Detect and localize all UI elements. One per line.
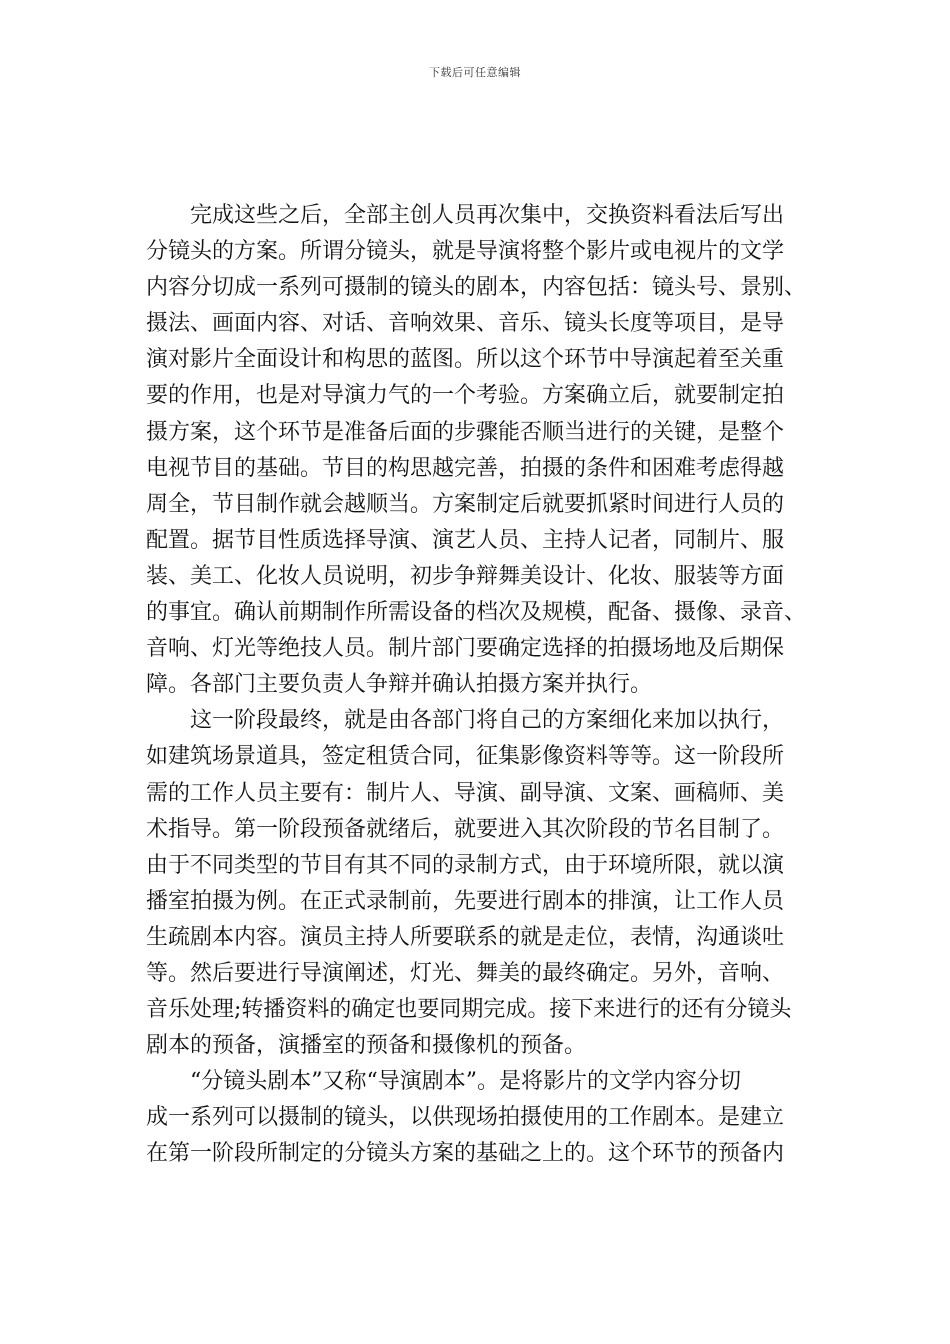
paragraph-line: 要的作用，也是对导演力气的一个考验。方案确立后，就要制定拍 bbox=[146, 383, 785, 409]
paragraph-line: 配置。据节目性质选择导演、演艺人员、主持人记者，同制片、服 bbox=[146, 527, 785, 553]
paragraph-line: 由于不同类型的节目有其不同的录制方式，由于环境所限，就以演 bbox=[146, 852, 785, 878]
paragraph-line: 需的工作人员主要有：制片人、导演、副导演、文案、画稿师、美 bbox=[146, 780, 785, 806]
paragraph-line: 装、美工、化妆人员说明，初步争辩舞美设计、化妆、服装等方面 bbox=[146, 563, 785, 589]
paragraph-line: 的事宜。确认前期制作所需设备的档次及规模，配备、摄像、录音、 bbox=[146, 600, 807, 626]
page-header: 下载后可任意编辑 bbox=[429, 66, 521, 79]
paragraph-line: 内容分切成一系列可摄制的镜头的剧本，内容包括：镜头号、景别、 bbox=[146, 275, 807, 301]
paragraph-line: “分镜头剧本”又称“导演剧本”。是将影片的文学内容分切 bbox=[190, 1069, 741, 1095]
paragraph-line: 完成这些之后，全部主创人员再次集中，交换资料看法后写出 bbox=[190, 203, 785, 228]
paragraph-line: 如建筑场景道具，签定租赁合同，征集影像资料等等。这一阶段所 bbox=[146, 744, 785, 770]
paragraph-line: 等。然后要进行导演阐述，灯光、舞美的最终确定。另外，音响、 bbox=[146, 960, 785, 986]
paragraph-line: 摄方案，这个环节是准备后面的步骤能否顺当进行的关键，是整个 bbox=[146, 419, 785, 445]
paragraph-line: 分镜头的方案。所谓分镜头，就是导演将整个影片或电视片的文学 bbox=[146, 239, 785, 265]
paragraph-line: 摄法、画面内容、对话、音响效果、音乐、镜头长度等项目，是导 bbox=[146, 311, 785, 337]
paragraph-line: 这一阶段最终，就是由各部门将自己的方案细化来加以执行， bbox=[190, 708, 785, 734]
paragraph-line: 成一系列可以摄制的镜头，以供现场拍摄使用的工作剧本。是建立 bbox=[146, 1105, 785, 1131]
paragraph-line: 障。各部门主要负责人争辩并确认拍摄方案并执行。 bbox=[146, 672, 653, 698]
document-body bbox=[146, 198, 810, 1173]
paragraph-line: 演对影片全面设计和构思的蓝图。所以这个环节中导演起着至关重 bbox=[146, 347, 785, 373]
paragraph-line: 播室拍摄为例。在正式录制前，先要进行剧本的排演，让工作人员 bbox=[146, 888, 785, 914]
paragraph-line: 电视节目的基础。节目的构思越完善，拍摄的条件和困难考虑得越 bbox=[146, 455, 785, 481]
paragraph-line: 音乐处理;转播资料的确定也要同期完成。接下来进行的还有分镜头 bbox=[146, 997, 792, 1023]
paragraph-line: 术指导。第一阶段预备就绪后，就要进入其次阶段的节名目制了。 bbox=[146, 816, 785, 842]
paragraph-line: 生疏剧本内容。演员主持人所要联系的就是走位，表情，沟通谈吐 bbox=[146, 924, 785, 950]
paragraph-line: 剧本的预备，演播室的预备和摄像机的预备。 bbox=[146, 1033, 587, 1059]
paragraph-line: 在第一阶段所制定的分镜头方案的基础之上的。这个环节的预备内 bbox=[146, 1141, 785, 1167]
paragraph-line: 周全，节目制作就会越顺当。方案制定后就要抓紧时间进行人员的 bbox=[146, 491, 785, 517]
paragraph-line: 音响、灯光等绝技人员。制片部门要确定选择的拍摄场地及后期保 bbox=[146, 636, 785, 662]
